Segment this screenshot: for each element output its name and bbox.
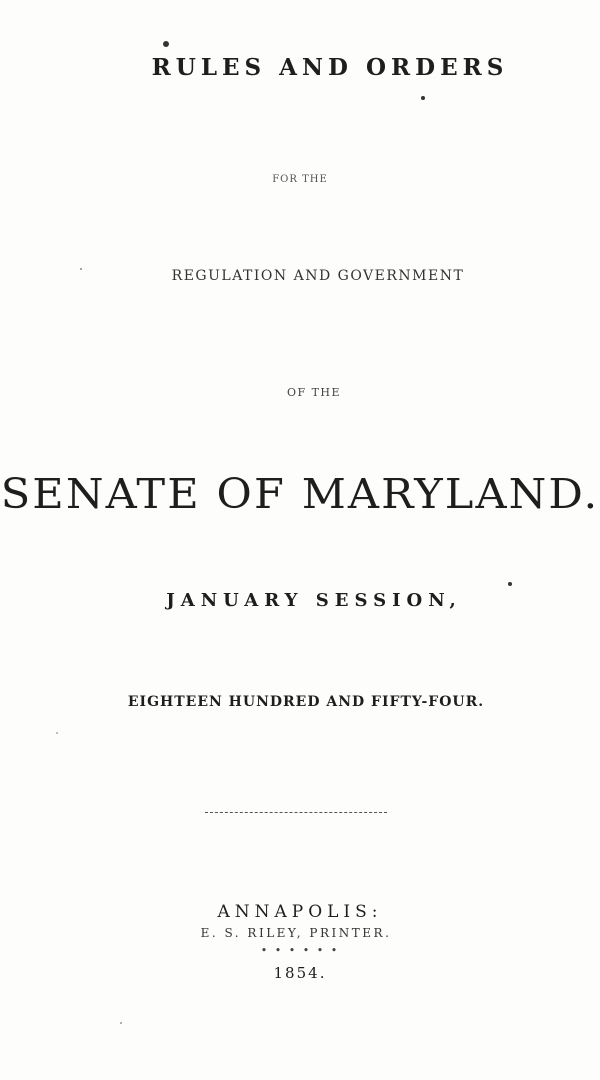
ink-speck <box>508 582 512 586</box>
imprint-printer: E. S. RILEY, PRINTER. <box>200 926 392 940</box>
ink-speck <box>56 732 58 734</box>
year-in-words-line: EIGHTEEN HUNDRED AND FIFTY-FOUR. <box>127 694 485 710</box>
regulation-line: REGULATION AND GOVERNMENT <box>171 268 465 284</box>
senate-heading: SENATE OF MARYLAND. <box>0 470 600 518</box>
ink-speck <box>80 268 82 270</box>
document-title: RULES AND ORDERS <box>151 54 509 81</box>
imprint-year: 1854. <box>273 964 327 982</box>
imprint-dot-separator: • • • • • • <box>260 944 340 957</box>
session-line: JANUARY SESSION, <box>166 590 462 611</box>
ink-speck <box>163 41 169 47</box>
for-the-line: FOR THE <box>272 174 328 185</box>
ink-speck <box>120 1022 122 1024</box>
imprint-place: ANNAPOLIS: <box>217 902 383 922</box>
of-the-line: OF THE <box>286 386 342 399</box>
separator-rule <box>205 812 387 813</box>
ink-speck <box>421 96 425 100</box>
